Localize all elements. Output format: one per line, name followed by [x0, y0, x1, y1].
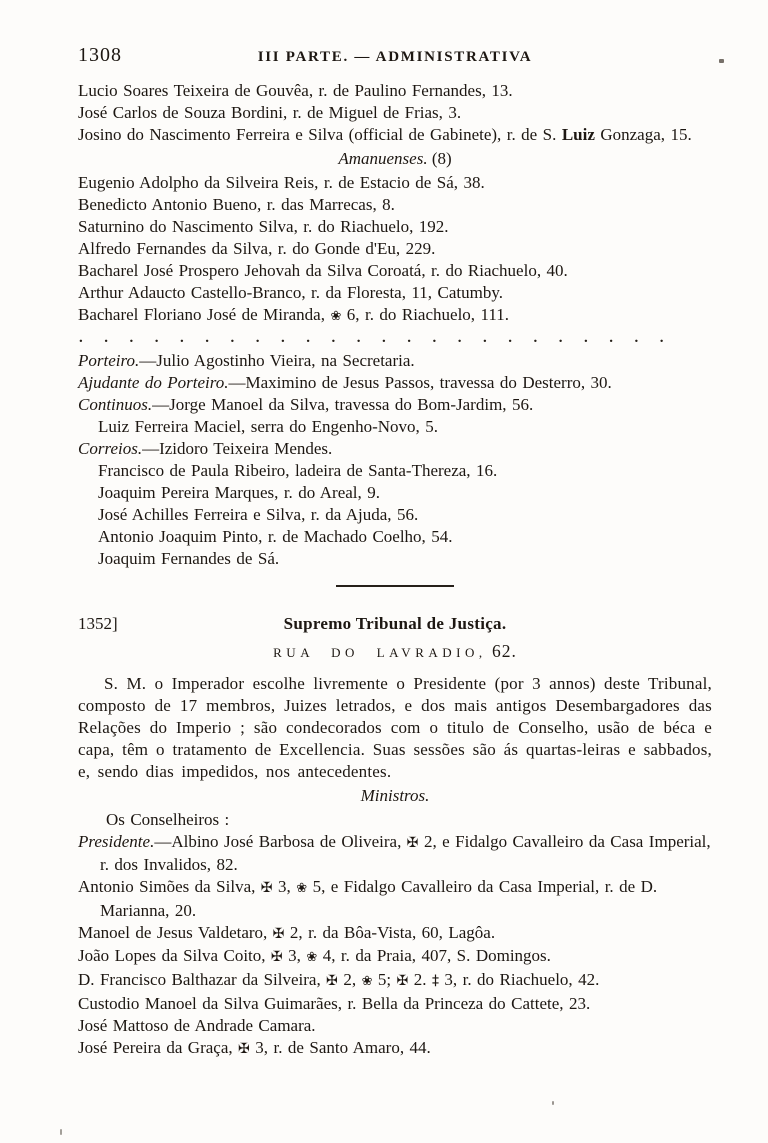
rosette-icon: ❀ — [330, 309, 342, 324]
secretaria-officials-list — [78, 80, 712, 146]
ministros-list-line — [78, 876, 712, 922]
text-segment: José Mattoso de Andrade Camara. — [78, 1016, 316, 1035]
text-segment: Bacharel Floriano José de Miranda, — [78, 305, 331, 324]
ministros-list-line — [78, 1015, 712, 1037]
text-segment: Josino do Nascimento Ferreira e Silva (official de Gabinete), r. de S. — [78, 125, 562, 144]
text-segment: —Jorge Manoel da Silva, travessa do Bom-Jardim, 56. — [152, 395, 534, 414]
page-header — [78, 44, 712, 68]
text-segment: Manoel de Jesus Valdetaro, — [78, 923, 273, 942]
text-segment: Luiz Ferreira Maciel, serra do Engenho-Novo, 5. — [98, 417, 438, 436]
text-segment: João Lopes da Silva Coito, — [78, 946, 271, 965]
cross-icon: ✠ — [260, 880, 273, 896]
staff-list-line — [78, 438, 712, 460]
text-segment: José Achilles Ferreira e Silva, r. da Ajuda, 56. — [98, 505, 419, 524]
ministros-list-line — [78, 993, 712, 1015]
cross-icon: ✠ — [396, 973, 409, 989]
staff-list-line — [78, 350, 712, 372]
text-segment: 2, r. da Bôa-Vista, 60, Lagôa. — [284, 923, 496, 942]
text-segment: D. Francisco Balthazar da Silveira, — [78, 970, 327, 989]
staff-list-line — [98, 482, 712, 504]
scan-artifact — [60, 1129, 62, 1135]
staff-list-line — [98, 548, 712, 570]
supremo-tribunal-heading — [78, 613, 712, 635]
amanuenses-list-line — [78, 304, 712, 328]
section-title-spacer — [506, 613, 712, 635]
amanuenses-list-line — [78, 282, 712, 304]
ministros-list-line — [78, 831, 712, 876]
amanuenses-list-line — [78, 238, 712, 260]
ministros-list-line — [78, 922, 712, 945]
text-segment: Joaquim Pereira Marques, r. do Areal, 9. — [98, 483, 380, 502]
text-segment: Benedicto Antonio Bueno, r. das Marrecas, 8. — [78, 195, 395, 214]
staff-list-line — [78, 394, 712, 416]
text-segment: 5, e Fidalgo Cavalleiro da Casa Imperial, r. de D. Marianna, 20. — [100, 877, 658, 920]
text-segment: Eugenio Adolpho da Silveira Reis, r. de Estacio de Sá, 38. — [78, 173, 485, 192]
staff-list-line — [98, 460, 712, 482]
staff-list — [78, 350, 712, 570]
text-segment: 2, — [337, 970, 362, 989]
text-segment: Correios. — [78, 439, 143, 458]
secretaria-officials-list-line — [78, 102, 712, 124]
text-segment: Ministros. — [360, 786, 430, 805]
ministros-list-line — [78, 969, 712, 993]
text-segment: Antonio Joaquim Pinto, r. de Machado Coelho, 54. — [98, 527, 453, 546]
address-line — [78, 640, 712, 664]
dotted-separator: ........................ — [79, 331, 685, 346]
staff-list-line — [98, 504, 712, 526]
text-segment: José Pereira da Graça, — [78, 1038, 239, 1057]
secretaria-officials-list-line — [78, 124, 712, 146]
text-segment: Amanuenses. — [338, 149, 428, 168]
text-segment: Luiz — [561, 125, 595, 144]
text-segment: Saturnino do Nascimento Silva, r. do Riachuelo, 192. — [78, 217, 449, 236]
text-segment: Antonio Simões da Silva, — [78, 877, 261, 896]
cross-icon: ✠ — [238, 1041, 250, 1057]
secretaria-officials-list-line — [78, 80, 712, 102]
ministros-list-line — [78, 1037, 712, 1060]
text-segment: —Izidoro Teixeira Mendes. — [142, 439, 333, 458]
text-segment: Custodio Manoel da Silva Guimarães, r. Bella da Princeza do Cattete, 23. — [78, 994, 591, 1013]
tribunal-description: S. M. o Imperador escolhe livremente o Presidente (por 3 annos) deste Tribunal, composto de 17 membros, Juizes letrados, e dos mais antigos Desembargadores das Relações do Imperio ; são condecorados com o titulo de Conselho, usão de béca e capa, têm o tratamento de Excellencia. Suas sessões são ás quartas-leiras e sabbados, e, sendo dias impedidos, nos antecedentes. — [78, 674, 712, 781]
cross-icon: ✠ — [406, 835, 419, 851]
text-segment: 3, r. de Santo Amaro, 44. — [249, 1038, 431, 1057]
text-segment: Continuos. — [78, 395, 153, 414]
amanuenses-list — [78, 172, 712, 328]
text-segment: 4, r. da Praia, 407, S. Domingos. — [317, 946, 551, 965]
amanuenses-list-line — [78, 172, 712, 194]
scan-artifact — [719, 59, 724, 63]
section-title-text: Supremo Tribunal de Justiça. — [283, 614, 507, 633]
text-segment: 3, r. do Riachuelo, 42. — [438, 970, 600, 989]
text-segment: —Julio Agostinho Vieira, na Secretaria. — [139, 351, 415, 370]
cross-icon: ✠ — [270, 949, 283, 965]
text-segment: Francisco de Paula Ribeiro, ladeira de Santa-Thereza, 16. — [98, 461, 498, 480]
rosette-icon: ❀ — [296, 881, 308, 896]
conselheiros-intro-line — [106, 809, 712, 831]
text-segment: RUA DO LAVRADIO, — [273, 645, 487, 660]
rosette-icon: ❀ — [361, 974, 373, 989]
text-segment: 2, e Fidalgo Cavalleiro da Casa Imperial, r. dos Invalidos, 82. — [100, 832, 711, 874]
running-title: III PARTE. — ADMINISTRATIVA — [257, 49, 533, 65]
page-body — [78, 80, 712, 1060]
ministros-heading — [78, 785, 712, 807]
cross-icon: ✠ — [272, 926, 285, 942]
text-segment: (8) — [427, 149, 452, 168]
text-segment: 3, — [272, 877, 297, 896]
text-segment: José Carlos de Souza Bordini, r. de Miguel de Frias, 3. — [78, 103, 462, 122]
scan-artifact — [552, 1101, 554, 1105]
page-number: 1308 — [78, 44, 122, 66]
text-segment: 3, — [282, 946, 307, 965]
text-segment: Presidente. — [78, 832, 155, 851]
text-segment: 2. — [408, 970, 432, 989]
section-divider — [336, 585, 454, 587]
text-segment: Ajudante do Porteiro. — [78, 373, 229, 392]
entry-number: 1352] — [78, 614, 118, 633]
amanuenses-list-line — [78, 260, 712, 282]
amanuenses-list-line — [78, 216, 712, 238]
conselheiros-intro — [78, 809, 712, 831]
amanuenses-list-line — [78, 194, 712, 216]
rosette-icon: ❀ — [306, 950, 318, 965]
ministros-list — [78, 831, 712, 1060]
staff-list-line — [98, 526, 712, 548]
text-segment: Gonzaga, 15. — [594, 125, 692, 144]
ministros-list-line — [78, 945, 712, 969]
text-segment: Alfredo Fernandes da Silva, r. do Gonde d'Eu, 229. — [78, 239, 436, 258]
double-dagger-icon: ‡ — [431, 973, 439, 989]
text-segment: 6, r. do Riachuelo, 111. — [341, 305, 509, 324]
staff-list-line — [98, 416, 712, 438]
text-segment: —Albino José Barbosa de Oliveira, — [154, 832, 407, 851]
text-segment: 5; — [372, 970, 397, 989]
cross-icon: ✠ — [326, 973, 338, 989]
text-segment: Porteiro. — [78, 351, 140, 370]
amanuenses-heading — [78, 148, 712, 170]
text-segment: —Maximino de Jesus Passos, travessa do Desterro, 30. — [228, 373, 612, 392]
text-segment: Os Conselheiros : — [106, 810, 230, 829]
text-segment: Arthur Adaucto Castello-Branco, r. da Floresta, 11, Catumby. — [78, 283, 503, 302]
text-segment: Lucio Soares Teixeira de Gouvêa, r. de Paulino Fernandes, 13. — [78, 81, 513, 100]
staff-list-line — [78, 372, 712, 394]
text-segment: Joaquim Fernandes de Sá. — [98, 549, 280, 568]
text-segment: Bacharel José Prospero Jehovah da Silva Coroatá, r. do Riachuelo, 40. — [78, 261, 568, 280]
text-segment: 62. — [486, 641, 517, 661]
